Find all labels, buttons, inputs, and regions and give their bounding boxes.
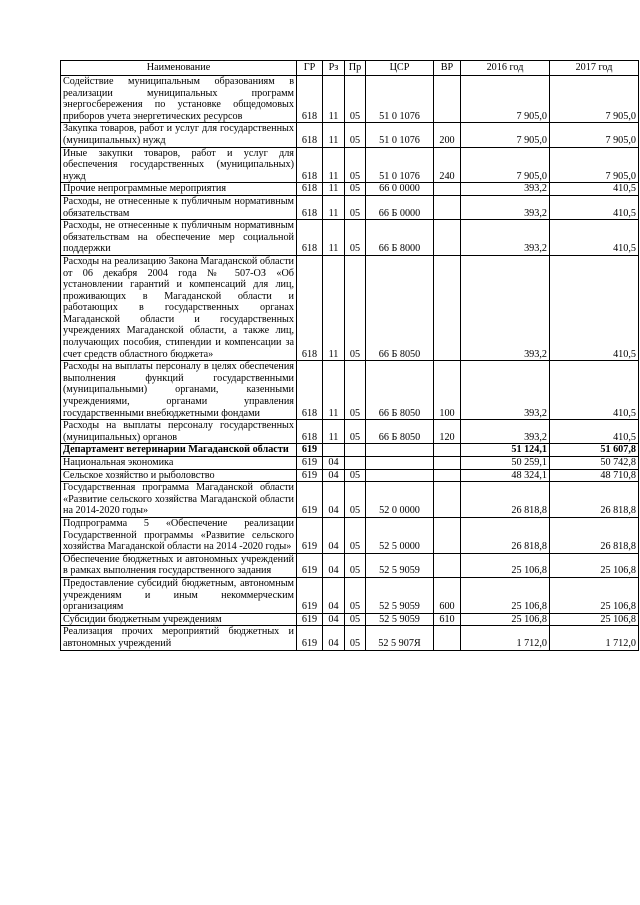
table-row [61, 553, 639, 577]
cell-2016: 1 712,0 [461, 626, 550, 650]
cell-pr [345, 457, 366, 470]
table-row [61, 255, 639, 360]
cell-gr: 618 [297, 123, 323, 147]
cell-csr: 51 0 1076 [366, 147, 434, 183]
cell-rz: 11 [323, 123, 345, 147]
cell-gr: 619 [297, 553, 323, 577]
cell-csr: 66 Б 8050 [366, 361, 434, 420]
cell-pr: 05 [345, 613, 366, 626]
cell-pr: 05 [345, 469, 366, 482]
cell-vr [434, 553, 461, 577]
table-row [61, 123, 639, 147]
cell-csr: 52 5 9059 [366, 553, 434, 577]
cell-gr: 618 [297, 183, 323, 196]
table-row [61, 517, 639, 553]
cell-csr: 66 Б 8050 [366, 420, 434, 444]
cell-rz: 11 [323, 361, 345, 420]
cell-gr: 618 [297, 255, 323, 360]
cell-csr [366, 469, 434, 482]
cell-gr: 619 [297, 577, 323, 613]
cell-csr: 52 5 9059 [366, 577, 434, 613]
cell-2017: 1 712,0 [550, 626, 639, 650]
table-row [61, 482, 639, 518]
cell-2017: 25 106,8 [550, 613, 639, 626]
cell-2017: 410,5 [550, 255, 639, 360]
cell-2017: 50 742,8 [550, 457, 639, 470]
cell-gr: 619 [297, 469, 323, 482]
table-header-row [61, 61, 639, 76]
cell-2016: 48 324,1 [461, 469, 550, 482]
cell-gr: 618 [297, 147, 323, 183]
cell-pr: 05 [345, 76, 366, 123]
cell-vr: 610 [434, 613, 461, 626]
cell-2016: 7 905,0 [461, 147, 550, 183]
cell-vr: 100 [434, 361, 461, 420]
cell-2017: 7 905,0 [550, 123, 639, 147]
cell-2016: 25 106,8 [461, 553, 550, 577]
cell-vr: 600 [434, 577, 461, 613]
cell-gr: 619 [297, 613, 323, 626]
table-row [61, 147, 639, 183]
cell-pr [345, 444, 366, 457]
cell-2016: 25 106,8 [461, 577, 550, 613]
cell-gr: 618 [297, 195, 323, 219]
cell-name: Иные закупки товаров, работ и услуг для обеспечения государственных (муниципальных) нужд [61, 147, 297, 183]
cell-2017: 410,5 [550, 195, 639, 219]
cell-2017: 26 818,8 [550, 482, 639, 518]
table-row [61, 626, 639, 650]
cell-2016: 26 818,8 [461, 482, 550, 518]
cell-vr [434, 626, 461, 650]
cell-2016: 393,2 [461, 220, 550, 256]
cell-pr: 05 [345, 183, 366, 196]
cell-2016: 7 905,0 [461, 76, 550, 123]
table-row [61, 469, 639, 482]
cell-vr [434, 183, 461, 196]
cell-2017: 410,5 [550, 220, 639, 256]
cell-rz: 04 [323, 517, 345, 553]
cell-gr: 618 [297, 420, 323, 444]
table-row [61, 444, 639, 457]
cell-name: Расходы на выплаты персоналу в целях обеспечения выполнения функций государственными (муниципальными) органами, казенными учреждениями, органами управления государственными внебюджетными фондами [61, 361, 297, 420]
cell-name: Государственная программа Магаданской области «Развитие сельского хозяйства Магаданской области на 2014-2020 годы» [61, 482, 297, 518]
cell-rz: 04 [323, 553, 345, 577]
cell-2017: 51 607,8 [550, 444, 639, 457]
cell-rz: 11 [323, 183, 345, 196]
cell-2016: 393,2 [461, 195, 550, 219]
cell-rz: 04 [323, 577, 345, 613]
cell-rz: 11 [323, 220, 345, 256]
table-row [61, 183, 639, 196]
cell-name: Расходы на реализацию Закона Магаданской области от 06 декабря 2004 года № 507-ОЗ «Об установлении гарантий и компенсаций для лиц, проживающих в Магаданской области и работающих в государственных органах Магаданской области и государственных учреждениях Магаданской области, а также лиц, получающих пособия, стипендии и компенсации за счет средств областного бюджета» [61, 255, 297, 360]
cell-pr: 05 [345, 361, 366, 420]
cell-gr: 619 [297, 482, 323, 518]
cell-2016: 25 106,8 [461, 613, 550, 626]
cell-gr: 619 [297, 517, 323, 553]
cell-rz: 04 [323, 457, 345, 470]
cell-name: Расходы, не отнесенные к публичным нормативным обязательствам [61, 195, 297, 219]
cell-2017: 25 106,8 [550, 577, 639, 613]
cell-pr: 05 [345, 482, 366, 518]
cell-2017: 48 710,8 [550, 469, 639, 482]
cell-csr: 51 0 1076 [366, 123, 434, 147]
cell-2016: 393,2 [461, 361, 550, 420]
cell-pr: 05 [345, 255, 366, 360]
cell-pr: 05 [345, 195, 366, 219]
cell-pr: 05 [345, 220, 366, 256]
table-row [61, 220, 639, 256]
header-name: Наименование [61, 61, 297, 76]
cell-name: Подпрограмма 5 «Обеспечение реализации Государственной программы «Развитие сельского хозяйства Магаданской области на 2014 -2020 годы» [61, 517, 297, 553]
header-csr: ЦСР [366, 61, 434, 76]
cell-csr: 66 0 0000 [366, 183, 434, 196]
cell-csr: 52 5 907Я [366, 626, 434, 650]
cell-pr: 05 [345, 517, 366, 553]
header-2016: 2016 год [461, 61, 550, 76]
cell-rz: 11 [323, 195, 345, 219]
cell-csr: 52 5 9059 [366, 613, 434, 626]
cell-rz: 04 [323, 613, 345, 626]
header-2017: 2017 год [550, 61, 639, 76]
document-page [60, 60, 638, 651]
header-pr: Пр [345, 61, 366, 76]
cell-2017: 25 106,8 [550, 553, 639, 577]
cell-name: Содействие муниципальным образованиям в реализации муниципальных программ энергосбережения по установке общедомовых приборов учета энергетических ресурсов [61, 76, 297, 123]
cell-2016: 393,2 [461, 420, 550, 444]
table-body [61, 76, 639, 651]
cell-vr [434, 457, 461, 470]
cell-rz: 04 [323, 482, 345, 518]
cell-name: Субсидии бюджетным учреждениям [61, 613, 297, 626]
cell-rz: 11 [323, 420, 345, 444]
table-row [61, 577, 639, 613]
cell-rz: 11 [323, 147, 345, 183]
cell-gr: 618 [297, 220, 323, 256]
cell-pr: 05 [345, 123, 366, 147]
cell-name: Прочие непрограммные мероприятия [61, 183, 297, 196]
cell-2016: 51 124,1 [461, 444, 550, 457]
cell-vr [434, 469, 461, 482]
cell-rz: 11 [323, 76, 345, 123]
cell-vr [434, 444, 461, 457]
cell-gr: 618 [297, 76, 323, 123]
cell-csr: 66 Б 8050 [366, 255, 434, 360]
cell-csr [366, 457, 434, 470]
table-row [61, 361, 639, 420]
cell-gr: 619 [297, 444, 323, 457]
cell-vr [434, 255, 461, 360]
cell-csr: 51 0 1076 [366, 76, 434, 123]
cell-csr [366, 444, 434, 457]
header-gr: ГР [297, 61, 323, 76]
cell-csr: 52 5 0000 [366, 517, 434, 553]
cell-vr: 120 [434, 420, 461, 444]
cell-name: Департамент ветеринарии Магаданской области [61, 444, 297, 457]
table-row [61, 457, 639, 470]
cell-2017: 7 905,0 [550, 76, 639, 123]
cell-pr: 05 [345, 147, 366, 183]
cell-2017: 410,5 [550, 420, 639, 444]
cell-name: Расходы на выплаты персоналу государственных (муниципальных) органов [61, 420, 297, 444]
cell-gr: 619 [297, 457, 323, 470]
cell-2017: 410,5 [550, 183, 639, 196]
budget-table [60, 60, 639, 651]
cell-rz [323, 444, 345, 457]
table-row [61, 420, 639, 444]
cell-2016: 7 905,0 [461, 123, 550, 147]
table-row [61, 613, 639, 626]
cell-2016: 50 259,1 [461, 457, 550, 470]
cell-vr [434, 482, 461, 518]
table-row [61, 76, 639, 123]
cell-vr [434, 76, 461, 123]
cell-rz: 11 [323, 255, 345, 360]
cell-pr: 05 [345, 553, 366, 577]
cell-gr: 619 [297, 626, 323, 650]
cell-pr: 05 [345, 626, 366, 650]
cell-rz: 04 [323, 626, 345, 650]
header-vr: ВР [434, 61, 461, 76]
cell-2017: 410,5 [550, 361, 639, 420]
cell-vr [434, 220, 461, 256]
cell-name: Национальная экономика [61, 457, 297, 470]
cell-2016: 393,2 [461, 255, 550, 360]
cell-vr: 240 [434, 147, 461, 183]
cell-2017: 7 905,0 [550, 147, 639, 183]
cell-name: Закупка товаров, работ и услуг для государственных (муниципальных) нужд [61, 123, 297, 147]
cell-csr: 66 Б 0000 [366, 195, 434, 219]
cell-name: Сельское хозяйство и рыболовство [61, 469, 297, 482]
cell-name: Обеспечение бюджетных и автономных учреждений в рамках выполнения государственного задания [61, 553, 297, 577]
cell-pr: 05 [345, 420, 366, 444]
cell-2016: 26 818,8 [461, 517, 550, 553]
cell-name: Предоставление субсидий бюджетным, автономным учреждениям и иным некоммерческим организациям [61, 577, 297, 613]
cell-name: Расходы, не отнесенные к публичным нормативным обязательствам на обеспечение мер социальной поддержки [61, 220, 297, 256]
cell-gr: 618 [297, 361, 323, 420]
cell-csr: 66 Б 8000 [366, 220, 434, 256]
cell-vr: 200 [434, 123, 461, 147]
table-row [61, 195, 639, 219]
cell-pr: 05 [345, 577, 366, 613]
cell-2017: 26 818,8 [550, 517, 639, 553]
cell-name: Реализация прочих мероприятий бюджетных и автономных учреждений [61, 626, 297, 650]
cell-vr [434, 517, 461, 553]
cell-vr [434, 195, 461, 219]
cell-csr: 52 0 0000 [366, 482, 434, 518]
cell-2016: 393,2 [461, 183, 550, 196]
cell-rz: 04 [323, 469, 345, 482]
header-rz: Рз [323, 61, 345, 76]
